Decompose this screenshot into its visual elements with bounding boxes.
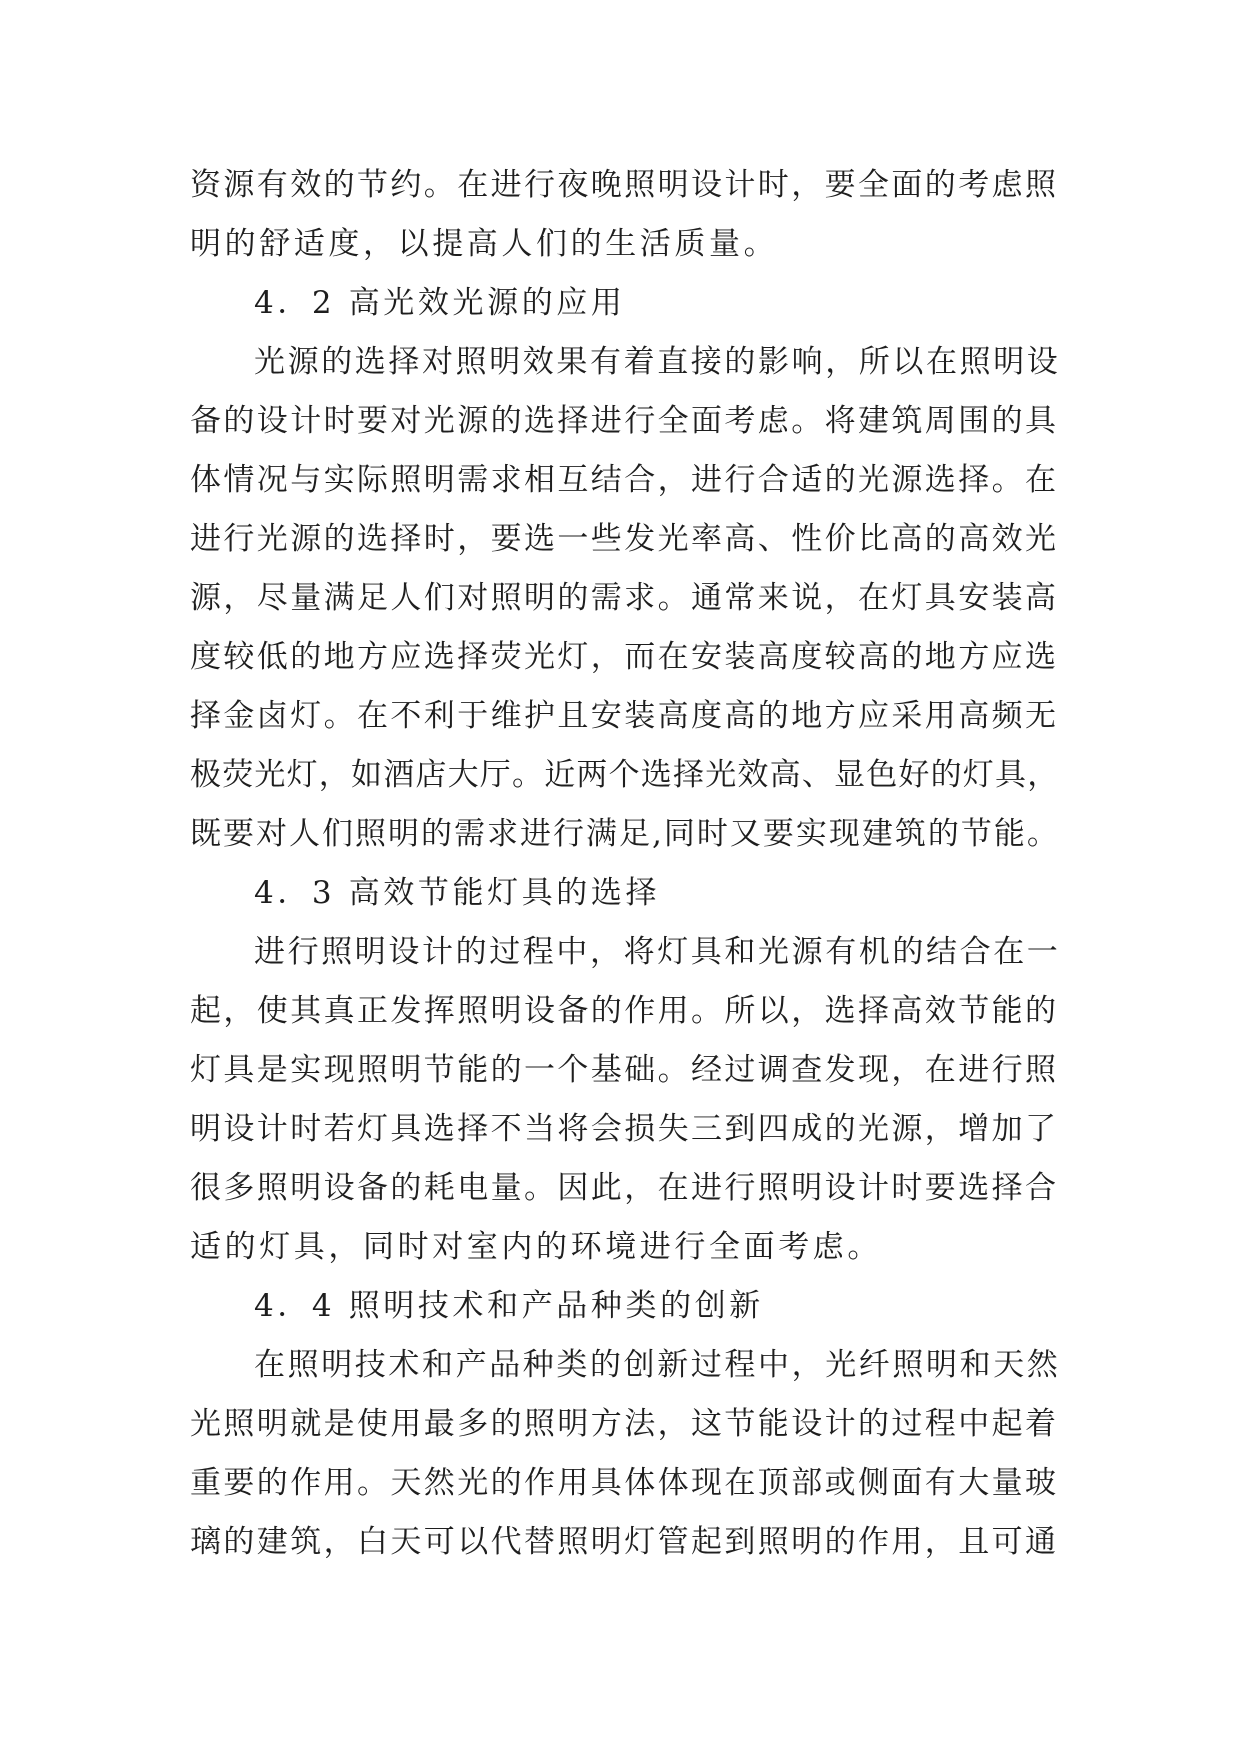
- paragraph-line: 进行光源的选择时，要选一些发光率高、性价比高的高效光: [190, 521, 1059, 557]
- section-heading-4-2: 4．2 高光效光源的应用: [254, 285, 626, 321]
- paragraph-line: 适的灯具，同时对室内的环境进行全面考虑。: [190, 1229, 882, 1265]
- paragraph-line: 进行照明设计的过程中，将灯具和光源有机的结合在一: [254, 934, 1061, 970]
- paragraph-line: 起，使其真正发挥照明设备的作用。所以，选择高效节能的: [190, 993, 1059, 1029]
- paragraph-line: 重要的作用。天然光的作用具体体现在顶部或侧面有大量玻: [190, 1465, 1059, 1501]
- paragraph-line: 在照明技术和产品种类的创新过程中，光纤照明和天然: [254, 1347, 1061, 1383]
- paragraph-line: 既要对人们照明的需求进行满足,同时又要实现建筑的节能。: [190, 816, 1060, 852]
- paragraph-line: 光源的选择对照明效果有着直接的影响，所以在照明设: [254, 344, 1061, 380]
- paragraph-line: 明设计时若灯具选择不当将会损失三到四成的光源，增加了: [190, 1111, 1059, 1147]
- section-heading-4-3: 4．3 高效节能灯具的选择: [254, 875, 661, 911]
- paragraph-line: 很多照明设备的耗电量。因此，在进行照明设计时要选择合: [190, 1170, 1059, 1206]
- paragraph-line: 明的舒适度，以提高人们的生活质量。: [190, 226, 779, 262]
- paragraph-line: 璃的建筑，白天可以代替照明灯管起到照明的作用，且可通: [190, 1524, 1059, 1560]
- paragraph-line: 度较低的地方应选择荧光灯，而在安装高度较高的地方应选: [190, 639, 1059, 675]
- paragraph-line: 源，尽量满足人们对照明的需求。通常来说，在灯具安装高: [190, 580, 1059, 616]
- paragraph-line: 光照明就是使用最多的照明方法，这节能设计的过程中起着: [190, 1406, 1059, 1442]
- paragraph-line: 资源有效的节约。在进行夜晚照明设计时，要全面的考虑照: [190, 167, 1059, 203]
- section-heading-4-4: 4．4 照明技术和产品种类的创新: [254, 1288, 764, 1324]
- paragraph-line: 灯具是实现照明节能的一个基础。经过调查发现，在进行照: [190, 1052, 1059, 1088]
- paragraph-line: 极荧光灯，如酒店大厅。近两个选择光效高、显色好的灯具，: [190, 757, 1060, 793]
- paragraph-line: 择金卤灯。在不利于维护且安装高度高的地方应采用高频无: [190, 698, 1059, 734]
- paragraph-line: 体情况与实际照明需求相互结合，进行合适的光源选择。在: [190, 462, 1059, 498]
- document-body: [190, 156, 1060, 1572]
- paragraph-line: 备的设计时要对光源的选择进行全面考虑。将建筑周围的具: [190, 403, 1059, 439]
